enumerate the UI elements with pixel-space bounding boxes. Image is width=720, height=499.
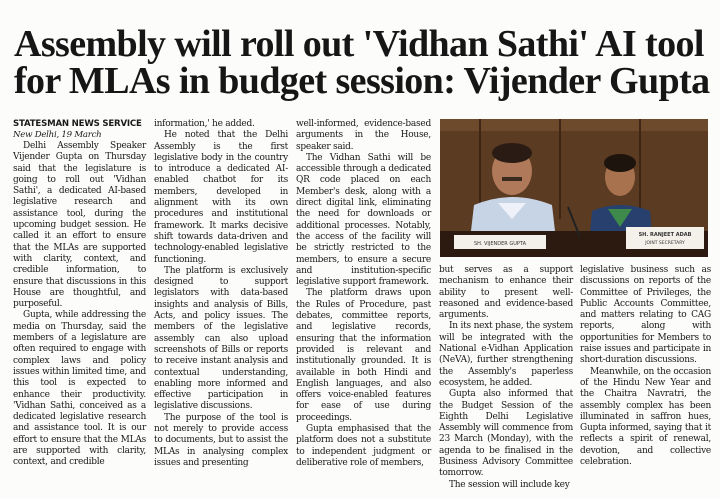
paragraph: The platform is exclusively designed to support legislators with data-based insights and analysis of Bills, Acts, and policy issues. The members of the legislative assembly can also upload screenshots of Bills or reports to receive instant analysis and contextual understanding, enabling more informed and effective participation in legislative discussions. xyxy=(154,265,288,412)
paragraph-continued: legislative business such as discussions on reports of the Committee of Privileges, the Public Accounts Committee, and matters relating to CAG reports, along with opportunities for Members to raise issues and participate in short-duration discussions. xyxy=(580,265,711,366)
paragraph: Gupta emphasised that the platform does not a substitute to independent judgment or deliberative role of members, xyxy=(296,424,431,468)
paragraph: The session will include key xyxy=(449,479,570,490)
article-column-5 xyxy=(580,265,711,468)
news-photo xyxy=(440,119,708,257)
paragraph: In its next phase, the system will be integrated with the National e-Vidhan Application (NeVA), further strengthening the Assembly's paperless ecosystem, he added. xyxy=(439,321,573,388)
headline-line-2: for MLAs in budget session: Vijender Gupta xyxy=(14,60,710,102)
paragraph: The purpose of the tool is not merely to provide access to documents, but to assist the MLAs in analysing complex issues and presenting xyxy=(154,412,288,468)
dateline: New Delhi, 19 March xyxy=(13,130,102,140)
paragraph: The Vidhan Sathi will be accessible through a dedicated QR code placed on each Member's desk, along with a direct digital link, eliminating the need for downloads or additional processes. Notably, the access of the facility will be strictly restricted to the members, to ensure a secure and institution-specific legislative support framework. xyxy=(296,152,431,288)
nameplate-right-title: JOINT SECRETARY xyxy=(645,241,685,246)
paragraph: Gupta, while addressing the media on Thursday, said the members of a legislature are often required to engage with complex laws and policy issues within limited time, and this tool is expected to enhance their productivity. 'Vidhan Sathi, conceived as a dedicated legislative research and assistance tool. It is our effort to ensure that the MLAs are supported with clarity, context, and credible xyxy=(13,310,146,468)
paragraph-continued: information,' he added. xyxy=(154,119,255,129)
article-column-2 xyxy=(154,119,288,469)
byline: STATESMAN NEWS SERVICE xyxy=(13,119,142,129)
article-column-3 xyxy=(296,119,431,469)
article-column-4 xyxy=(439,265,573,491)
paragraph: Gupta also informed that the Budget Session of the Eighth Delhi Legislative Assembly will commence from 23 March (Monday), with the agenda to be finalised in the Business Advisory Committee tomorrow. xyxy=(439,389,573,479)
paragraph: The platform draws upon the Rules of Procedure, past debates, committee reports, and legislative records, ensuring that the information provided is relevant and institutionally grounded. It is available in both Hindi and English languages, and also offers voice-enabled features for ease of use during proceedings. xyxy=(296,288,431,423)
paragraph: Meanwhile, on the occasion of the Hindu New Year and the Chaitra Navratri, the assembly complex has been illuminated in saffron hues, Gupta informed, saying that it reflects a spirit of renewal, devotion, and collective celebration. xyxy=(580,366,711,468)
paragraph: Delhi Assembly Speaker Vijender Gupta on Thursday said that the legislature is going to roll out 'Vidhan Sathi', a dedicated AI-based legislative research and assistance tool, during the upcoming budget session. He called it an effort to ensure that the MLAs are supported with clarity, context, and credible information, to ensure that discussions in this House are thoughtful, and purposeful. xyxy=(13,141,146,310)
photo-illustration xyxy=(440,119,708,257)
nameplate-right-name: SH. RANJEET ADAB xyxy=(638,232,692,238)
paragraph-continued: but serves as a support mechanism to enhance their ability to present well-reasoned and evidence-based arguments. xyxy=(439,265,573,321)
article-column-1 xyxy=(13,119,146,469)
headline xyxy=(14,23,714,102)
paragraph: He noted that the Delhi Assembly is the first legislative body in the country to introduce a dedicated AI-enabled chatbot for its members, developed in alignment with its own procedures and institutional framework. It marks decisive shift towards data-driven and technology-enabled legislative functioning. xyxy=(154,130,288,265)
headline-line-1: Assembly will roll out 'Vidhan Sathi' AI tool xyxy=(14,23,704,65)
nameplate-left-text: SH. VIJENDER GUPTA xyxy=(473,241,527,247)
paragraph-continued: well-informed, evidence-based arguments in the House, speaker said. xyxy=(296,119,431,152)
